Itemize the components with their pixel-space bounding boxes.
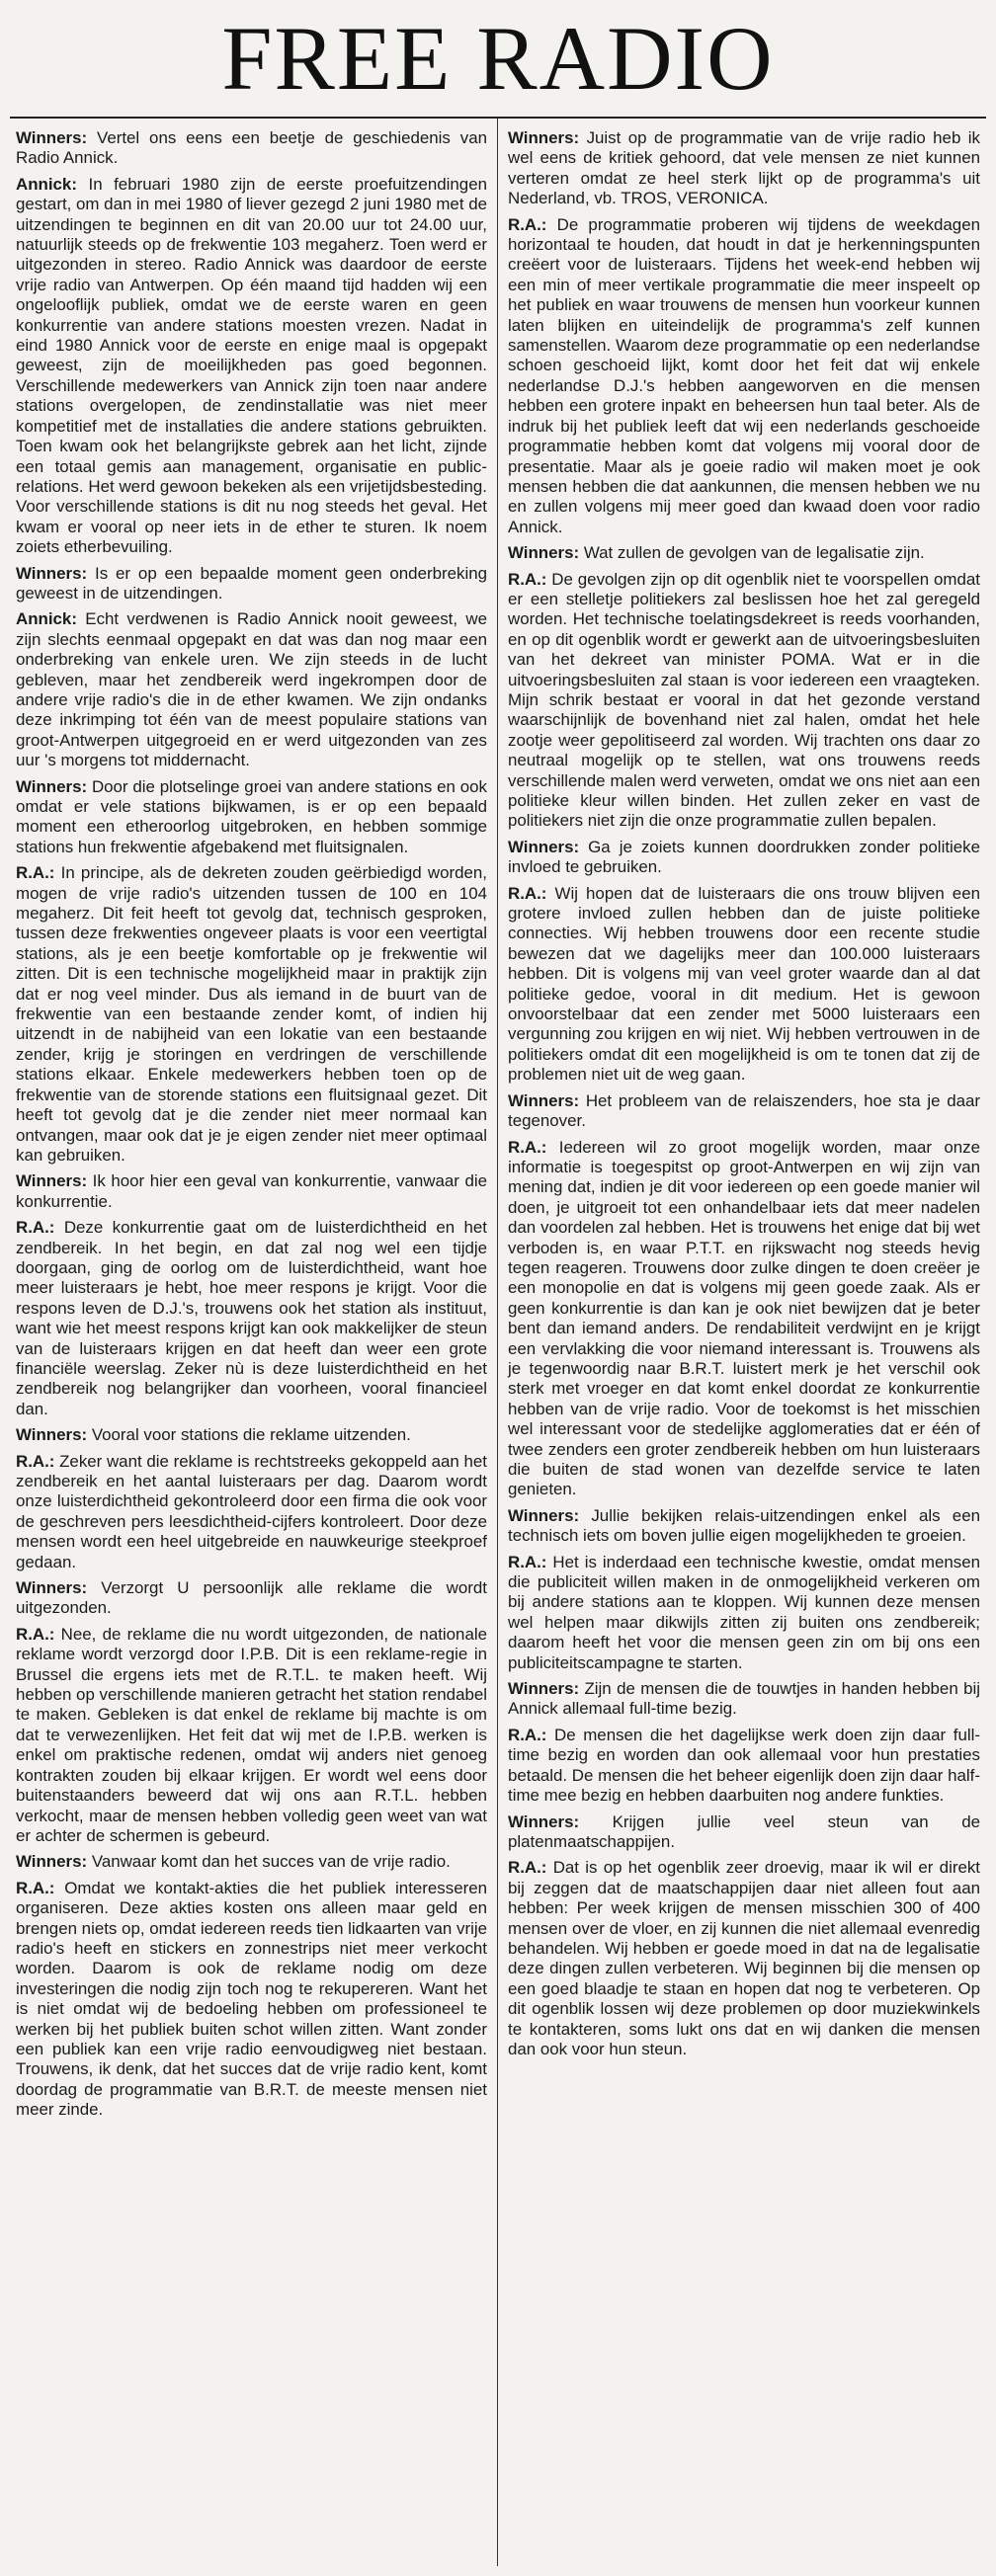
paragraph-text: Ga je zoiets kunnen doordrukken zonder politieke invloed te gebruiken.: [508, 837, 980, 877]
speaker-label: R.A.:: [508, 1552, 547, 1571]
speaker-label: R.A.:: [508, 1725, 547, 1744]
paragraph-text: Vertel ons eens een beetje de geschiedenis van Radio Annick.: [16, 128, 487, 168]
speaker-label: Winners:: [508, 543, 580, 563]
interview-paragraph: [16, 1879, 487, 2121]
paragraph-text: Krijgen jullie veel steun van de platenmaatschappijen.: [508, 1811, 980, 1851]
paragraph-text: Juist op de programmatie van de vrije radio heb ik wel eens de kritiek gehoord, dat vele mensen ze niet kunnen verteren omdat ze heel sterk lijkt op de programma's uit Nederland, vb. TROS, VERONICA.: [508, 128, 980, 208]
interview-paragraph: [16, 1425, 487, 1445]
paragraph-text: Vanwaar komt dan het succes van de vrije radio.: [91, 1852, 451, 1872]
speaker-label: R.A.:: [16, 1878, 55, 1897]
speaker-label: R.A.:: [508, 1137, 547, 1157]
speaker-label: R.A.:: [16, 1218, 55, 1238]
paragraph-text: Iedereen wil zo groot mogelijk worden, maar onze informatie is toegespitst op groot-Antwerpen en wij zijn van mening dat, indien je dit voor iedereen op een goede manier wil doen, je uitgroeit tot een onhandelbaar iets dat meer nadelen dan voordelen zal hebben. Het is trouwens het enige dat bij wet verboden is, en waar P.T.T. en rijkswacht nog steeds hevig tegen reageren. Trouwens door zulke dingen te doen creëer je een monopolie en dat is volgens mij geen goede zaak. Als er geen konkurrentie is dan kan je ook niet bewijzen dat je beter bent dan iemand anders. De rendabiliteit verdwijnt en je krijgt een vervlakking die voor niemand interessant is. Trouwens als je tegenwoordig naar B.R.T. luistert merk je het verschil ook sterk met vroeger en dat komt enkel doordat ze konkurrentie hebben van de vrije radio. Voor de toekomst is het misschien wel interessant voor de stedelijke agglomeraties dat er één of twee zenders een groter zendbereik hebben om hun luisteraars die buiten de stad wonen van dezelfde service te laten genieten.: [508, 1137, 980, 1499]
paragraph-text: De mensen die het dagelijkse werk doen zijn daar full-time bezig en worden dan ook allemaal voor hun prestaties betaald. De mensen die het beheer eigenlijk doen zijn daar half-time mee bezig en hebben daarbuiten nog andere funkties.: [508, 1725, 980, 1806]
paragraph-text: Deze konkurrentie gaat om de luisterdichtheid en het zendbereik. In het begin, en dat zal nog wel een tijdje doorgaan, ging de oorlog om de luisterdichtheid, want hoe meer luisteraars je hebt, hoe meer respons je krijgt. Voor die respons leven de D.J.'s, trouwens ook het station als instituut, want wie het meest respons krijgt kan ook makkelijker de steun van de luisteraars krijgen en dat heeft dan weer een grote financiële weerslag. Zeker nù is deze luisterdichtheid en het zendbereik nog belangrijker dan voorheen, vooral financieel dan.: [16, 1218, 487, 1418]
interview-paragraph: [508, 215, 980, 538]
speaker-label: Winners:: [508, 128, 580, 147]
speaker-label: Winners:: [16, 563, 88, 583]
speaker-label: Winners:: [16, 128, 88, 147]
speaker-label: Winners:: [508, 837, 580, 856]
speaker-label: Annick:: [16, 174, 77, 194]
paragraph-text: In principe, als de dekreten zouden geërbiedigd worden, mogen de vrije radio's uitzenden tussen de 100 en 104 megaherz. Dit feit heeft tot gevolg dat, technisch gesproken, tussen deze frekwenties ongeveer plaats is voor een veertigtal stations, als je een beetje komfortable op je frekwentie wil zitten. Dit is een technische mogelijkheid maar in praktijk zijn dat er nog veel minder. Dus als iemand in de buurt van de frekwentie van een bestaande zender komt, of indien hij uitzendt in de nabijheid van een lokatie van een bestaande zender, krijg je storingen en verdringen de verschillende stations elkaar. Enkele medewerkers hebben toen op de frekwentie van de storende stations een fluitsignaal gezet. Dit heeft tot gevolg dat je die zender niet meer normaal kan ontvangen, maar ook dat je je eigen zender niet meer optimaal kan gebruiken.: [16, 863, 487, 1165]
interview-paragraph: [16, 1171, 487, 1212]
interview-paragraph: [508, 570, 980, 832]
interview-paragraph: [508, 1138, 980, 1500]
interview-paragraph: [16, 128, 487, 169]
interview-paragraph: [508, 1553, 980, 1673]
speaker-label: R.A.:: [508, 214, 547, 234]
paragraph-text: Is er op een bepaalde moment geen onderbreking geweest in de uitzendingen.: [16, 563, 487, 603]
interview-paragraph: [508, 1812, 980, 1853]
speaker-label: R.A.:: [16, 1451, 55, 1471]
interview-paragraph: [16, 863, 487, 1166]
article-body: [6, 119, 990, 2566]
interview-paragraph: [16, 777, 487, 858]
speaker-label: R.A.:: [16, 1624, 55, 1644]
interview-paragraph: [16, 609, 487, 770]
paragraph-text: Het is inderdaad een technische kwestie, omdat mensen die publiciteit willen maken in de onmogelijkheid verkeren om bij andere stations aan te kloppen. Wij kunnen deze mensen wel helpen maar dikwijls zitten zij buiten ons zendbereik; daarom heeft het voor die mensen geen zin om bij ons een publiciteitscampagne te starten.: [508, 1552, 980, 1672]
interview-paragraph: [16, 1578, 487, 1619]
interview-paragraph: [16, 1625, 487, 1846]
interview-paragraph: [508, 1679, 980, 1720]
paragraph-text: De programmatie proberen wij tijdens de weekdagen horizontaal te houden, dat houdt in dat je herkenningspunten creëert voor de luisteraars. Tijdens het week-end hebben wij een min of meer vertikale programmatie die meer inspeelt op het publiek en waar trouwens de mensen hun voorkeur kunnen laten blijken en uiteindelijk de programma's zelf kunnen samenstellen. Waarom deze programmatie op een nederlandse schoen geschoeid lijkt, komt door het feit dat wij enkele nederlandse D.J.'s hebben aangeworven en die mensen hebben een grotere inpakt en beheersen hun taal beter. Als de indruk bij het publiek leeft dat wij een nederlands geschoeide programmatie hebben komt dat volgens mij vooral door de presentatie. Maar als je goeie radio wil maken moet je ook mensen hebben die dat aankunnen, die mensen hebben we nu en zullen volgens mij meer goed dan kwaad doen voor radio Annick.: [508, 214, 980, 536]
paragraph-text: Zeker want die reklame is rechtstreeks gekoppeld aan het zendbereik en het aantal luisteraars per dag. Daarom wordt onze luisterdichtheid gekontroleerd door een firma die ook voor de geschreven pers leesdichtheid-cijfers kontroleert. Door deze mensen wordt een heel uitgebreide en nauwkeurige steekproef gedaan.: [16, 1451, 487, 1571]
paragraph-text: Echt verdwenen is Radio Annick nooit geweest, we zijn slechts eenmaal opgepakt en dat was dan nog maar een onderbreking van enkele uren. We zijn steeds in de lucht gebleven, maar het zendbereik werd ingekrompen door de andere vrije radio's die in de ether kwamen. We zijn ondanks deze inkrimping tot één van de meest populaire stations van groot-Antwerpen uitgegroeid en er werd uitgezonden van zes uur 's morgens tot middernacht.: [16, 609, 487, 770]
interview-paragraph: [16, 1452, 487, 1572]
interview-paragraph: [508, 1726, 980, 1807]
interview-paragraph: [508, 1858, 980, 2059]
speaker-label: R.A.:: [508, 1858, 547, 1878]
speaker-label: Winners:: [508, 1090, 580, 1110]
paragraph-text: Nee, de reklame die nu wordt uitgezonden, de nationale reklame wordt verzorgd door I.P.B. Dit is een reklame-regie in Brussel die ergens iets met de R.T.L. te maken heeft. Wij hebben op verschillende manieren getracht het station rendabel te maken. Gebleken is dat enkel de reklame bij machte is om dat te verwezenlijken. Het feit dat wij met de I.P.B. werken is enkel om praktische redenen, omdat wij anders niet genoeg kontrakten zouden bij elkaar krijgen. Er wordt wel eens door buitenstaanders beweerd dat wij ons aan R.T.L. hebben verkocht, maar de mensen hebben volledig geen weet van wat er achter de schermen is gebeurd.: [16, 1624, 488, 1845]
speaker-label: R.A.:: [508, 569, 547, 589]
speaker-label: R.A.:: [16, 863, 55, 883]
speaker-label: Winners:: [16, 1425, 88, 1445]
paragraph-text: Vooral voor stations die reklame uitzenden.: [91, 1425, 411, 1445]
speaker-label: Winners:: [16, 1578, 88, 1598]
interview-paragraph: [508, 1506, 980, 1547]
interview-paragraph: [16, 564, 487, 604]
paragraph-text: Wij hopen dat de luisteraars die ons trouw blijven een grotere invloed zullen hebben dan de juiste politieke connecties. Wij hebben trouwens door een recente studie bewezen dat we dagelijks meer dan 100.000 luisteraars hebben. Dit is volgens mij van veel groter waarde dan al dat politieke gedoe, vooral in dit medium. Het is gewoon onvoorstelbaar dat een zender met 5000 luisteraars een vergunning zou krijgen en wij niet. Wij hebben vertrouwen in de politiekers omdat dit een mogelijkheid is om te tonen dat zij de problemen niet uit de weg gaan.: [508, 883, 980, 1085]
interview-paragraph: [508, 543, 980, 563]
speaker-label: Winners:: [16, 1852, 88, 1872]
speaker-label: Winners:: [508, 1505, 580, 1525]
speaker-label: Winners:: [508, 1811, 580, 1831]
interview-paragraph: [508, 884, 980, 1086]
paragraph-text: Het probleem van de relaiszenders, hoe sta je daar tegenover.: [508, 1090, 980, 1131]
interview-paragraph: [508, 1091, 980, 1132]
paragraph-text: In februari 1980 zijn de eerste proefuitzendingen gestart, om dan in mei 1980 of liever gezegd 2 juni 1980 met de uitzendingen te beginnen en dit van 20.00 uur tot 24.00 uur, natuurlijk steeds op de frekwentie 103 megaherz. Toen werd er uitgezonden in stereo. Radio Annick was daardoor de eerste vrije radio van Antwerpen. Op één maand tijd hadden wij een ongelooflijk publiek, omdat we de eerste waren en geen konkurrentie van andere stations moesten vrezen. Nadat in eind 1980 Annick voor de eerste en enige maal is opgepakt geweest, zijn de moeilijkheden pas goed begonnen. Verschillende medewerkers van Annick zijn toen naar andere stations overgelopen, de zendinstallatie was niet meer kompetitief met de installaties die andere stations gebruikten. Toen kwam ook het belangrijkste gebrek aan het licht, zijnde een totaal gemis aan management, organisatie en public-relations. Het werd gewoon bekeken als een vrijetijdsbesteding. Voor verschillende stations is dit nu nog steeds het geval. Het kwam er vooral op neer iets in de ether te sturen. Ik noem zoiets etherbevuiling.: [16, 174, 487, 557]
interview-paragraph: [508, 838, 980, 878]
column-right: [498, 119, 990, 2566]
paragraph-text: Ik hoor hier een geval van konkurrentie, vanwaar die konkurrentie.: [16, 1171, 488, 1211]
speaker-label: Winners:: [508, 1679, 580, 1699]
interview-paragraph: [16, 1852, 487, 1872]
paragraph-text: Door die plotselinge groei van andere stations en ook omdat er vele stations bijkwamen, is er op een bepaald moment een etheroorlog uitgebroken, en hebben sommige stations hun frekwentie afgebakend met fluitsignalen.: [16, 776, 487, 856]
paragraph-text: Dat is op het ogenblik zeer droevig, maar ik wil er direkt bij zeggen dat de maatschappijen daar niet alleen fout aan hebben: Per week krijgen de mensen misschien 300 of 400 mensen over de vloer, en zij kunnen die niet allemaal evenredig behandelen. Wij hebben er goede moed in dat na de legalisatie deze dingen zullen verbeteren. Wij beginnen bij die mensen op een goed blaadje te staan en hopen dat nog te verbeteren. Op dit ogenblik lossen wij deze problemen op door muziekwinkels te kontakteren, soms lukt ons dat en wij danken die mensen dan ook voor hun steun.: [508, 1858, 980, 2058]
paragraph-text: Verzorgt U persoonlijk alle reklame die wordt uitgezonden.: [16, 1578, 487, 1618]
paragraph-text: Wat zullen de gevolgen van de legalisatie zijn.: [583, 543, 925, 563]
interview-paragraph: [16, 175, 487, 558]
interview-paragraph: [16, 1218, 487, 1419]
speaker-label: Winners:: [16, 776, 88, 796]
paragraph-text: Zijn de mensen die de touwtjes in handen hebben bij Annick allemaal full-time bezig.: [508, 1679, 980, 1719]
speaker-label: Winners:: [16, 1171, 88, 1191]
paragraph-text: De gevolgen zijn op dit ogenblik niet te voorspellen omdat er een stelletje politiekers zal beslissen hoe het zal geregeld worden. Het technische toelatingsdekreet is reeds voorhanden, en op dit ogenblik wordt er gewerkt aan de uitvoeringsbesluiten van het dekreet van minister POMA. Wat er in die uitvoeringsbesluiten zal staan is voor iedereen een vraagteken. Mijn schrik bestaat er vooral in dat het gezonde verstand waarschijnlijk de bovenhand niet zal halen, omdat het hele zootje weer gepolitiseerd zal worden. Wij trachten ons daar zo neutraal mogelijk op te stellen, wat ons trouwens reeds verschillende malen werd verweten, omdat we ons niet aan een politieke kleur willen binden. Het zullen zeker en vast de politiekers niet zijn die onze programmatie zullen bepalen.: [508, 569, 980, 831]
paragraph-text: Jullie bekijken relais-uitzendingen enkel als een technisch iets om boven jullie eigen mogelijkheden te groeien.: [508, 1505, 980, 1546]
speaker-label: R.A.:: [508, 883, 547, 903]
masthead-title: FREE RADIO: [221, 8, 775, 109]
interview-paragraph: [508, 128, 980, 209]
speaker-label: Annick:: [16, 609, 77, 629]
paragraph-text: Omdat we kontakt-akties die het publiek interesseren organiseren. Deze akties kosten ons alleen maar geld en brengen niets op, omdat iedereen reeds tien lidkaarten van vrije radio's heeft en stickers en zonnestrips niet meer verkocht worden. Daarom is ook de reklame nodig om deze investeringen die nodig zijn toch nog te rekupereren. Want het is niet omdat wij de bedoeling hebben om professioneel te werken bij het publiek buiten schot willen zitten. Want zonder een publiek kan een vrije radio eenvoudigweg niet bestaan. Trouwens, ik denk, dat het succes dat de vrije radio kent, komt doordag de programmatie van B.R.T. de meeste mensen niet meer zinde.: [16, 1878, 487, 2120]
column-left: [6, 119, 498, 2566]
